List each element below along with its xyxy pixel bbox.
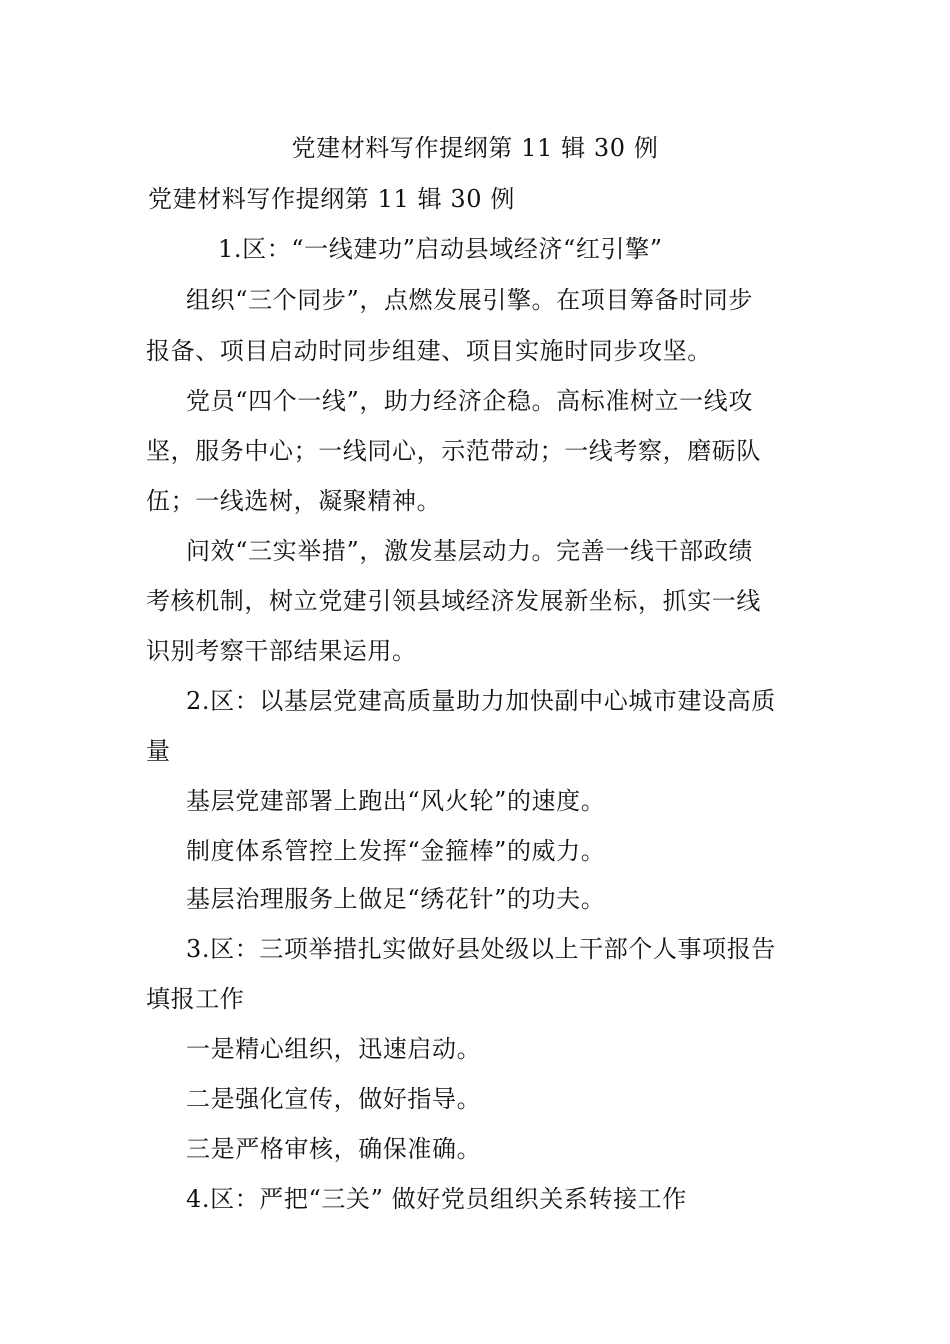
paragraph-line: 报备、项目启动时同步组建、项目实施时同步攻坚。 [146,337,712,365]
paragraph-line: 基层党建部署上跑出“风火轮”的速度。 [186,787,606,815]
document-title: 党建材料写作提纲第 11 辑 30 例 [291,134,659,162]
paragraph-line: 组织“三个同步”，点燃发展引擎。在项目筹备时同步 [186,286,753,314]
paragraph-line: 问效“三实举措”，激发基层动力。完善一线干部政绩 [186,537,753,565]
paragraph-line: 二是强化宣传，做好指导。 [186,1085,482,1113]
document-subtitle: 党建材料写作提纲第 11 辑 30 例 [148,185,515,213]
paragraph-line: 坚，服务中心；一线同心，示范带动；一线考察，磨砺队 [146,437,761,465]
paragraph-line: 识别考察干部结果运用。 [146,637,417,665]
paragraph-line: 考核机制，树立党建引领县域经济发展新坐标，抓实一线 [146,587,761,615]
paragraph-line: 制度体系管控上发挥“金箍棒”的威力。 [186,837,606,865]
section-heading-3-cont: 填报工作 [146,985,245,1013]
section-heading-4: 4.区：严把“三关” 做好党员组织关系转接工作 [186,1185,687,1213]
paragraph-line: 一是精心组织，迅速启动。 [186,1035,482,1063]
section-heading-3: 3.区：三项举措扎实做好县处级以上干部个人事项报告 [186,935,776,963]
section-heading-2-cont: 量 [146,737,171,765]
paragraph-line: 基层治理服务上做足“绣花针”的功夫。 [186,885,606,913]
paragraph-line: 伍；一线选树，凝聚精神。 [146,487,442,515]
paragraph-line: 党员“四个一线”，助力经济企稳。高标准树立一线攻 [186,387,753,415]
section-heading-1: 1.区：“一线建功”启动县域经济“红引擎” [218,235,663,263]
paragraph-line: 三是严格审核，确保准确。 [186,1135,482,1163]
section-heading-2: 2.区：以基层党建高质量助力加快副中心城市建设高质 [186,687,776,715]
